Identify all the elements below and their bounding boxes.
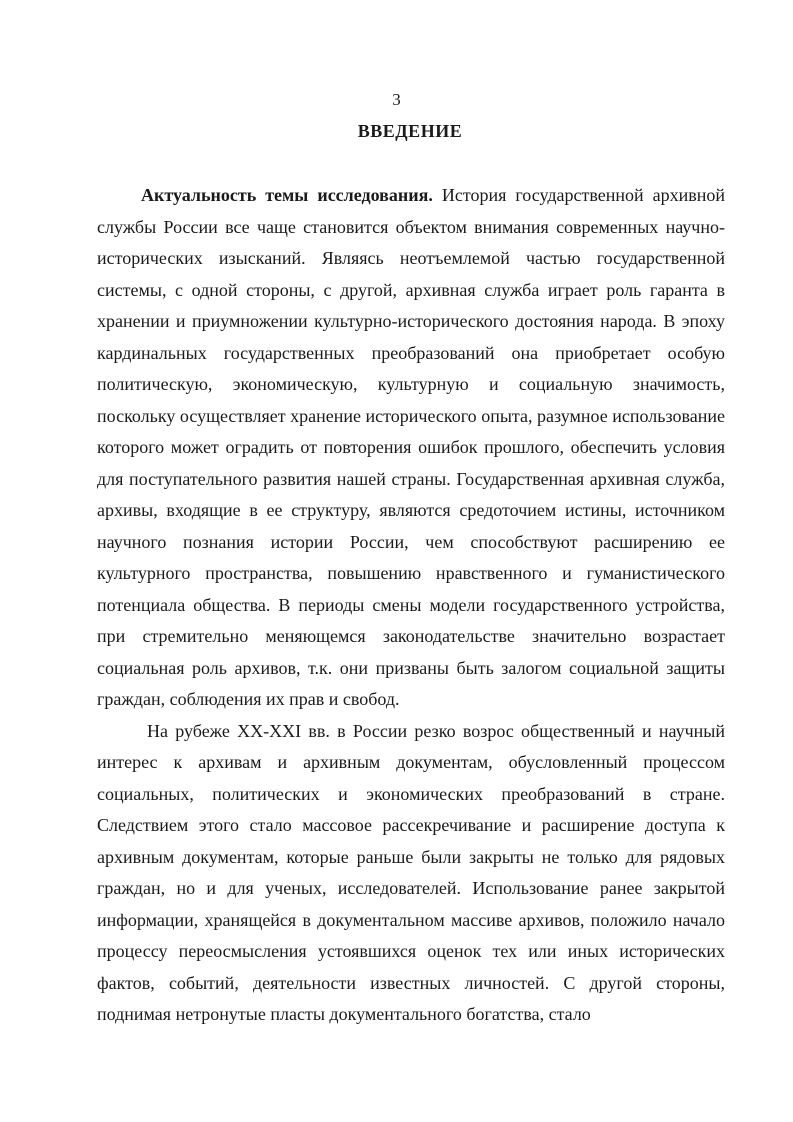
paragraph-text: История государственной архивной службы России все чаще становится объектом внимания современных научно-исторических изысканий. Являясь неотъемлемой частью государственной системы, с одной стороны, с другой, архивная служба играет роль гаранта в хранении и приумножении культурно-исторического достояния народа. В эпоху кардинальных государственных преобразований она приобретает особую политическую, экономическую, культурную и социальную значимость, поскольку осуществляет хранение исторического опыта, разумное использование которого может оградить от повторения ошибок прошлого, обеспечить условия для поступательного развития нашей страны. Государственная архивная служба, архивы, входящие в ее структуру, являются средоточием истины, источником научного познания истории России, чем способствуют расширению ее культурного пространства, повышению нравственного и гуманистического потенциала общества. В периоды смены модели государственного устройства, при стремительно меняющемся законодательстве значительно возрастает социальная роль архивов, т.к. они призваны быть залогом социальной защиты граждан, соблюдения их прав и свобод. [97,185,726,709]
page-number: 3 [392,90,401,109]
paragraph-text: На рубеже XX-XXI вв. в России резко возрос общественный и научный интерес к архивам и архивным документам, обусловленный процессом социальных, политических и экономических преобразований в стране. Следствием этого стало массовое рассекречивание и расширение доступа к архивным документам, которые раньше были закрыты не только для рядовых граждан, но и для ученых, исследователей. Использование ранее закрытой информации, хранящейся в документальном массиве архивов, положило начало процессу переосмысления устоявшихся оценок тех или иных исторических фактов, событий, деятельности известных личностей. С другой стороны, поднимая нетронутые пласты документального богатства, стало [97,720,725,1024]
paragraph-relevance [97,180,725,716]
section-heading: ВВЕДЕНИЕ [357,121,463,141]
paragraph-lead: Актуальность темы исследования. [141,185,433,205]
document-body [97,180,725,1031]
paragraph-turn-of-century [97,716,725,1031]
